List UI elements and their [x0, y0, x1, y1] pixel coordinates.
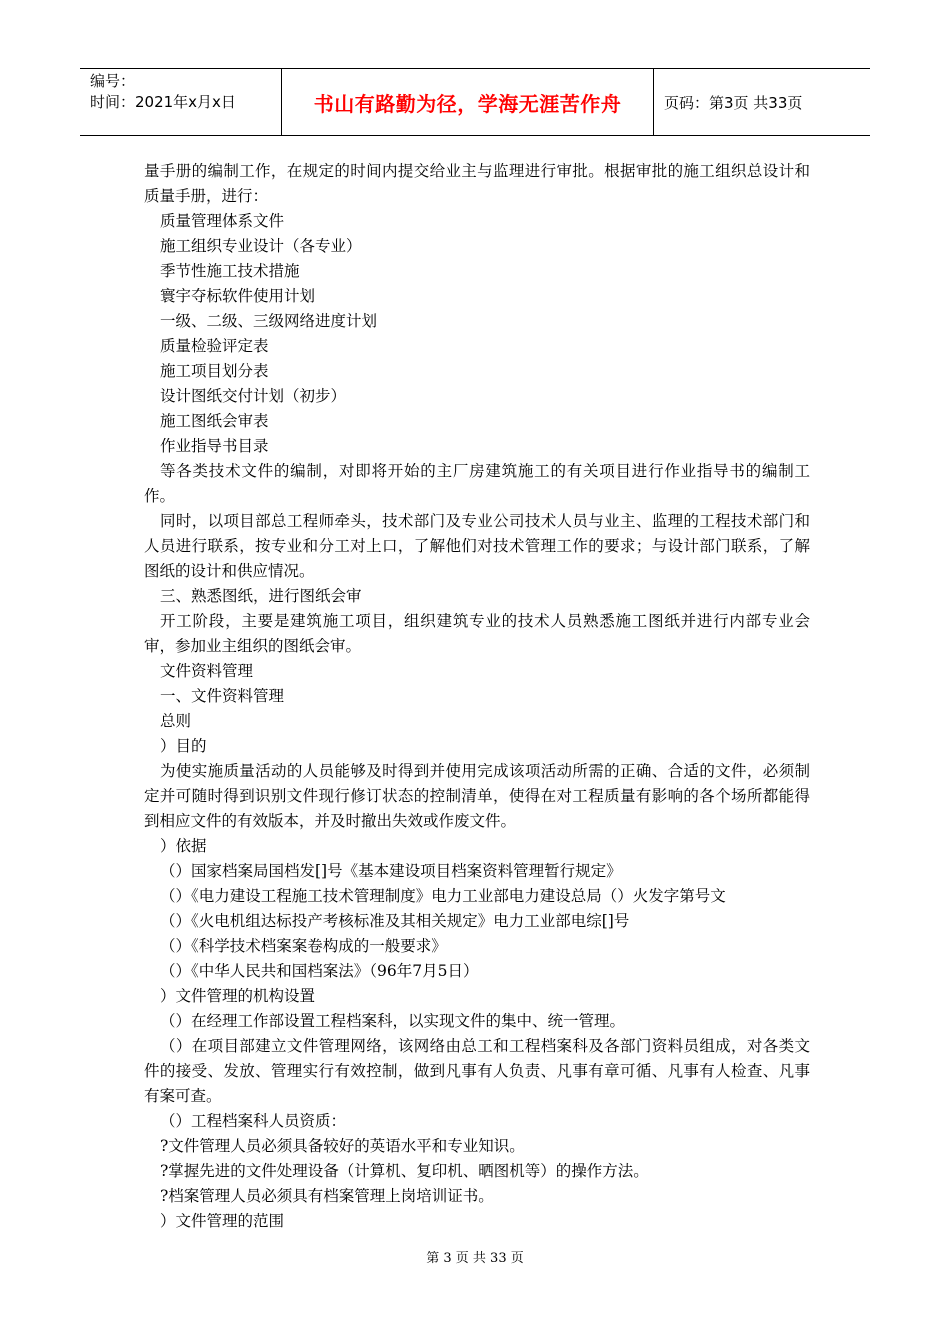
- list-item: （）在经理工作部设置工程档案科，以实现文件的集中、统一管理。: [160, 1012, 626, 1030]
- list-item: ?文件管理人员必须具备较好的英语水平和专业知识。: [160, 1137, 525, 1155]
- body-paragraph: 寰宇夺标软件使用计划: [160, 287, 316, 305]
- section-heading: 总则: [160, 712, 192, 730]
- list-item: （）《电力建设工程施工技术管理制度》电力工业部电力建设总局（）火发字第号文: [160, 887, 726, 905]
- body-paragraph: 同时，以项目部总工程师牵头，技术部门及专业公司技术人员与业主、监理的工程技术部门和人员进行联系，按专业和分工对上口，了解他们对技术管理工作的要求；与设计部门联系，了解图纸的设计和供应情况。: [144, 512, 810, 580]
- header-meta-cell: [80, 69, 282, 135]
- list-item: ?掌握先进的文件处理设备（计算机、复印机、晒图机等）的操作方法。: [160, 1162, 649, 1180]
- body-paragraph: 质量管理体系文件: [160, 212, 285, 230]
- subsection-heading: ）目的: [160, 737, 207, 755]
- body-paragraph: 设计图纸交付计划（初步）: [160, 387, 347, 405]
- document-body: [144, 159, 810, 1234]
- header-motto-cell: [282, 69, 654, 135]
- body-paragraph: 等各类技术文件的编制，对即将开始的主厂房建筑施工的有关项目进行作业指导书的编制工作。: [144, 462, 810, 505]
- header-page-cell: [654, 69, 870, 135]
- body-paragraph: 季节性施工技术措施: [160, 262, 300, 280]
- section-heading: 文件资料管理: [160, 662, 254, 680]
- subsection-heading: ）依据: [160, 837, 207, 855]
- list-item: （）《火电机组达标投产考核标准及其相关规定》电力工业部电综[]号: [160, 912, 630, 930]
- list-item: （）工程档案科人员资质：: [160, 1112, 347, 1130]
- subsection-heading: ）文件管理的范围: [160, 1212, 285, 1230]
- body-paragraph: 施工项目划分表: [160, 362, 269, 380]
- header-page-info: 页码：第3页 共33页: [664, 93, 803, 112]
- page-footer: 第 3 页 共 33 页: [426, 1251, 524, 1266]
- document-number-label: 编号：: [90, 72, 136, 90]
- list-item: （）国家档案局国档发[]号《基本建设项目档案资料管理暂行规定》: [160, 862, 622, 880]
- body-paragraph: 开工阶段，主要是建筑施工项目，组织建筑专业的技术人员熟悉施工图纸并进行内部专业会审，参加业主组织的图纸会审。: [144, 612, 810, 655]
- list-item: ?档案管理人员必须具有档案管理上岗培训证书。: [160, 1187, 494, 1205]
- subsection-heading: ）文件管理的机构设置: [160, 987, 316, 1005]
- body-paragraph: 作业指导书目录: [160, 437, 269, 455]
- list-item: （）《中华人民共和国档案法》（96年7月5日）: [160, 962, 479, 980]
- body-paragraph: 为使实施质量活动的人员能够及时得到并使用完成该项活动所需的正确、合适的文件，必须制定并可随时得到识别文件现行修订状态的控制清单，使得在对工程质量有影响的各个场所都能得到相应文件的有效版本，并及时撤出失效或作废文件。: [144, 762, 810, 830]
- body-paragraph: 施工组织专业设计（各专业）: [160, 237, 362, 255]
- section-heading: 一、文件资料管理: [160, 687, 285, 705]
- body-paragraph: 一级、二级、三级网络进度计划: [160, 312, 378, 330]
- document-header: [80, 68, 870, 136]
- list-item: （）《科学技术档案案卷构成的一般要求》: [160, 937, 447, 955]
- body-paragraph: 质量检验评定表: [160, 337, 269, 355]
- section-heading: 三、熟悉图纸，进行图纸会审: [160, 587, 362, 605]
- list-item: （）在项目部建立文件管理网络，该网络由总工和工程档案科及各部门资料员组成，对各类文件的接受、发放、管理实行有效控制，做到凡事有人负责、凡事有章可循、凡事有人检查、凡事有案可查。: [144, 1037, 810, 1105]
- body-paragraph: 施工图纸会审表: [160, 412, 269, 430]
- body-paragraph: 量手册的编制工作，在规定的时间内提交给业主与监理进行审批。根据审批的施工组织总设计和质量手册，进行：: [144, 162, 810, 205]
- header-motto: 书山有路勤为径，学海无涯苦作舟: [313, 91, 622, 116]
- document-date: 时间：2021年x月x日: [90, 93, 236, 111]
